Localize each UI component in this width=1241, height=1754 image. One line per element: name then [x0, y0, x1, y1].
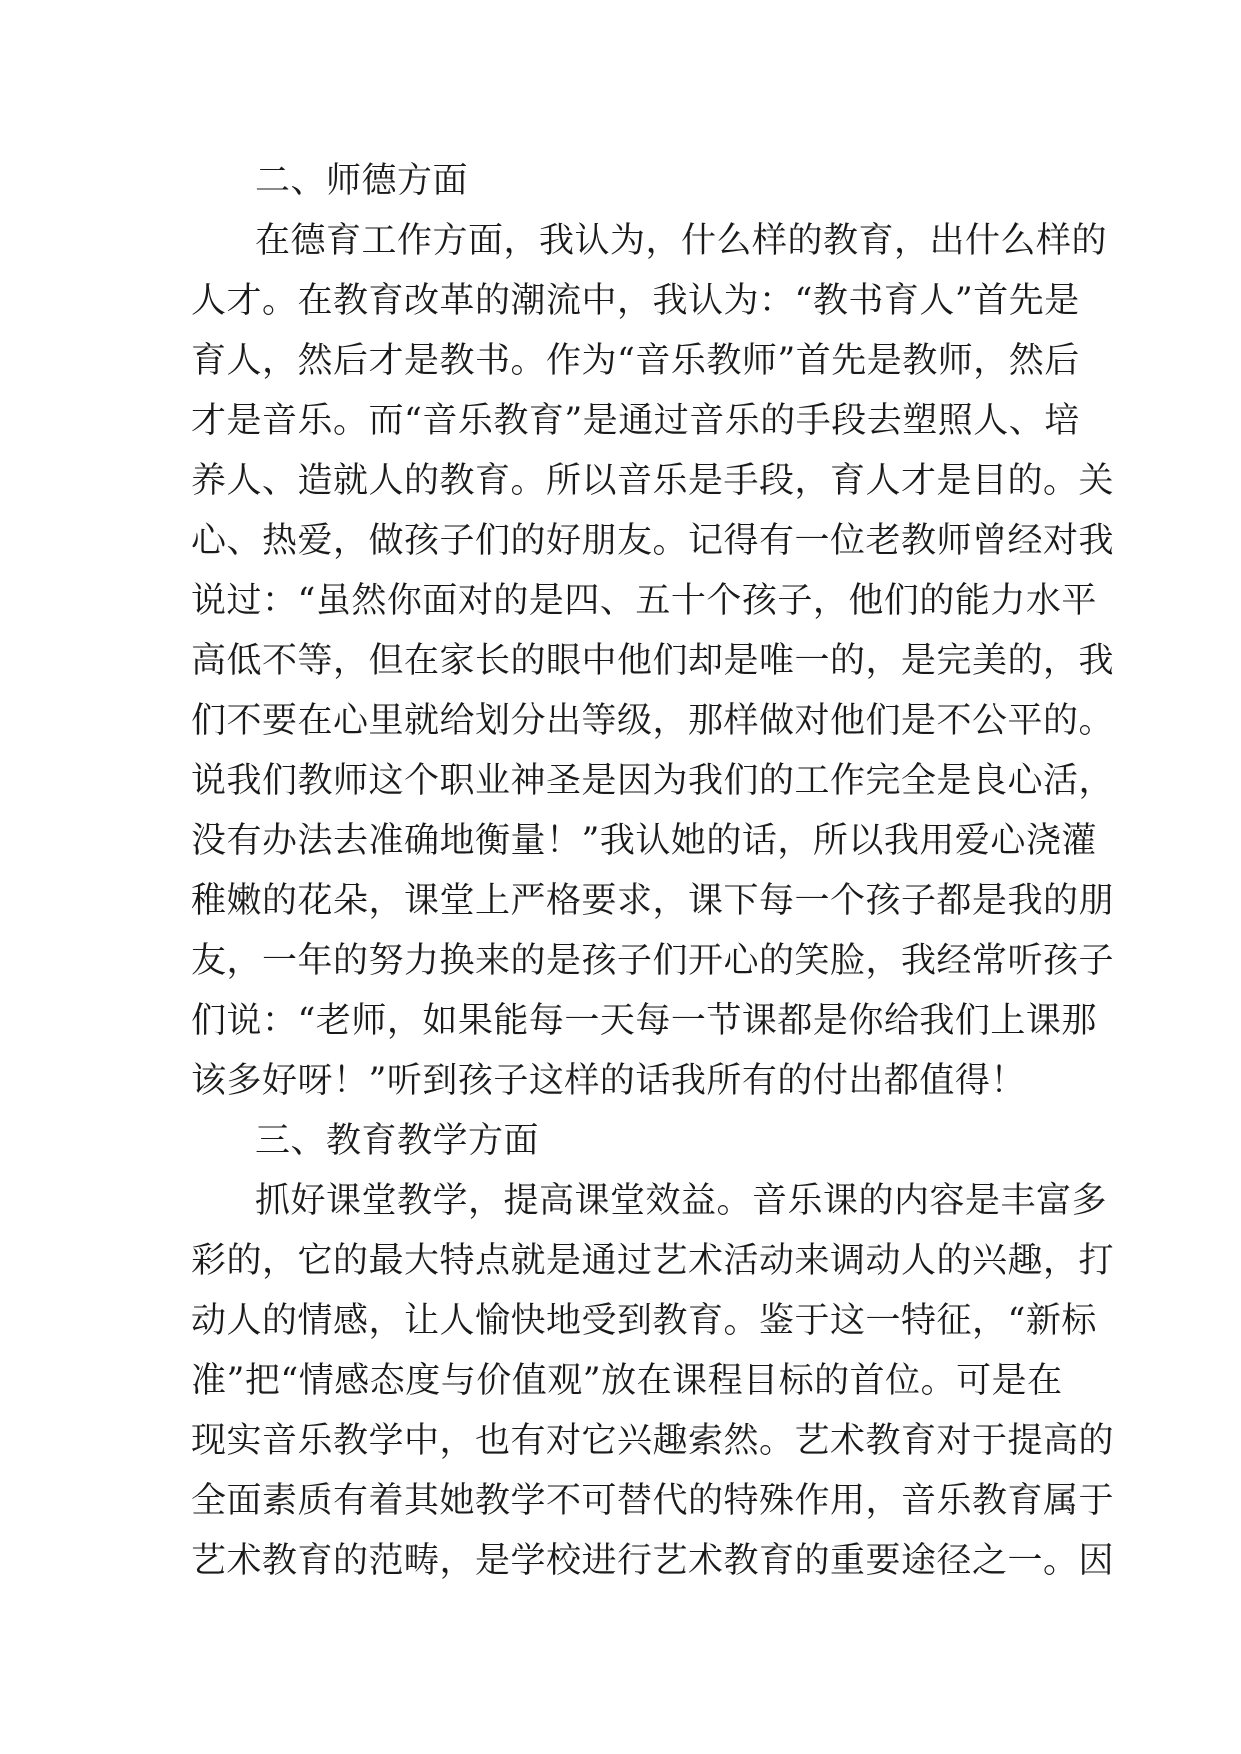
section-heading-teaching: 三、教育教学方面 — [255, 1121, 540, 1161]
paragraph-line: 彩的，它的最大特点就是通过艺术活动来调动人的兴趣，打 — [191, 1241, 1115, 1281]
paragraph-line: 全面素质有着其她教学不可替代的特殊作用，音乐教育属于 — [191, 1481, 1115, 1521]
paragraph-line: 在德育工作方面，我认为，什么样的教育，出什么样的 — [255, 221, 1108, 261]
paragraph-line: 们说：“老师，如果能每一天每一节课都是你给我们上课那 — [191, 1001, 1097, 1041]
paragraph-line: 心、热爱，做孩子们的好朋友。记得有一位老教师曾经对我 — [191, 521, 1115, 561]
paragraph-line: 人才。在教育改革的潮流中，我认为：“教书育人”首先是 — [191, 281, 1080, 321]
paragraph-line: 动人的情感，让人愉快地受到教育。鉴于这一特征，“新标 — [191, 1301, 1097, 1341]
paragraph-line: 才是音乐。而“音乐教育”是通过音乐的手段去塑照人、培 — [191, 401, 1080, 441]
paragraph-line: 没有办法去准确地衡量！”我认她的话，所以我用爱心浇灌 — [191, 821, 1097, 861]
paragraph-line: 养人、造就人的教育。所以音乐是手段，育人才是目的。关 — [191, 461, 1115, 501]
paragraph-line: 抓好课堂教学，提高课堂效益。音乐课的内容是丰富多 — [255, 1181, 1108, 1221]
paragraph-line: 育人，然后才是教书。作为“音乐教师”首先是教师，然后 — [191, 341, 1080, 381]
section-heading-teacher-ethics: 二、师德方面 — [255, 161, 469, 201]
paragraph-line: 高低不等，但在家长的眼中他们却是唯一的，是完美的，我 — [191, 641, 1115, 681]
paragraph-line: 说过：“虽然你面对的是四、五十个孩子，他们的能力水平 — [191, 581, 1097, 621]
paragraph-line: 现实音乐教学中，也有对它兴趣索然。艺术教育对于提高的 — [191, 1421, 1115, 1461]
paragraph-line: 说我们教师这个职业神圣是因为我们的工作完全是良心活， — [191, 761, 1115, 801]
paragraph-line: 该多好呀！”听到孩子这样的话我所有的付出都值得！ — [191, 1061, 1026, 1101]
paragraph-line: 稚嫩的花朵，课堂上严格要求，课下每一个孩子都是我的朋 — [191, 881, 1115, 921]
paragraph-line: 准”把“情感态度与价值观”放在课程目标的首位。可是在 — [191, 1361, 1063, 1401]
paragraph-line: 友，一年的努力换来的是孩子们开心的笑脸，我经常听孩子 — [191, 941, 1115, 981]
paragraph-line: 艺术教育的范畴，是学校进行艺术教育的重要途径之一。因 — [191, 1541, 1115, 1581]
paragraph-line: 们不要在心里就给划分出等级，那样做对他们是不公平的。 — [191, 701, 1115, 741]
